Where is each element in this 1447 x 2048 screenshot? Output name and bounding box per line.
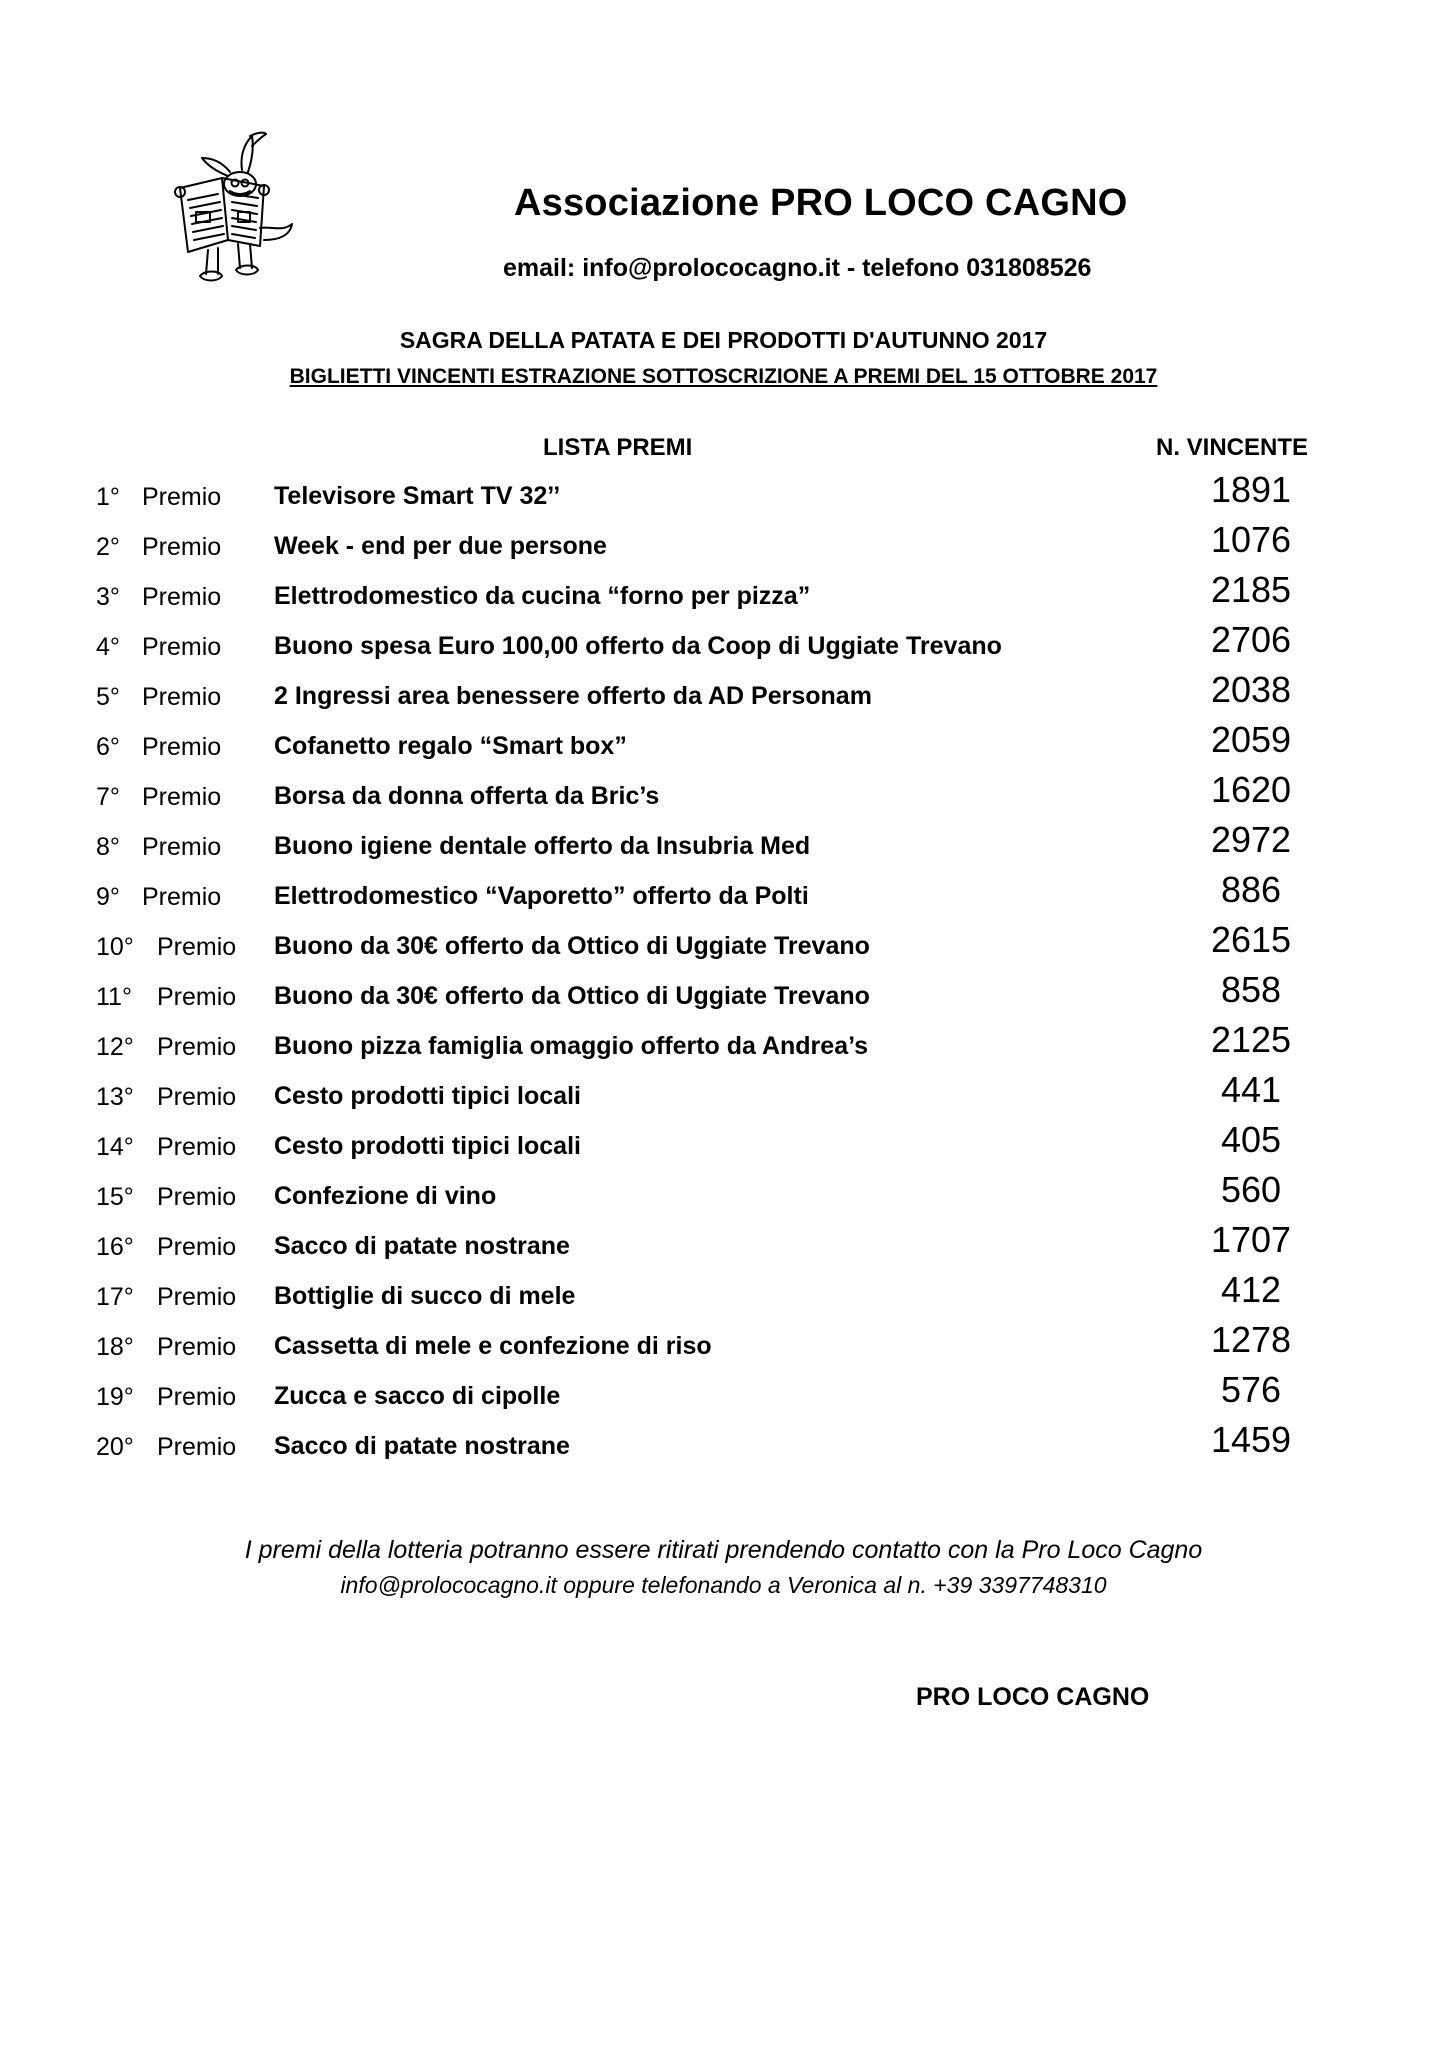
prize-word: Premio	[142, 833, 222, 861]
winning-number: 2125	[1210, 1019, 1292, 1060]
prize-word: Premio	[142, 583, 222, 611]
prize-word: Premio	[157, 1183, 237, 1211]
footer-note: I premi della lotteria potranno essere ritirati prendendo contatto con la Pro Loco Cagno	[244, 1536, 1203, 1564]
winning-number: 2972	[1210, 819, 1292, 860]
prize-rank: 3°	[96, 583, 120, 611]
prize-description: Cofanetto regalo “Smart box”	[274, 732, 627, 760]
winning-number: 2706	[1210, 619, 1292, 660]
prize-description: Zucca e sacco di cipolle	[274, 1382, 561, 1410]
prize-row	[0, 1369, 1447, 1419]
prize-description: Borsa da donna offerta da Bric’s	[274, 782, 660, 810]
prize-row	[0, 769, 1447, 819]
prize-description: Confezione di vino	[274, 1182, 497, 1210]
prize-rank: 16°	[96, 1233, 134, 1261]
prize-word: Premio	[157, 933, 237, 961]
winning-number: 405	[1220, 1119, 1282, 1160]
winning-number: 1459	[1210, 1419, 1292, 1460]
prize-rank: 10°	[96, 933, 134, 961]
prize-rank: 6°	[96, 733, 120, 761]
prize-word: Premio	[157, 1083, 237, 1111]
prize-rank: 13°	[96, 1083, 134, 1111]
winning-number: 1707	[1210, 1219, 1292, 1260]
prize-word: Premio	[157, 1233, 237, 1261]
prize-row	[0, 869, 1447, 919]
event-title: SAGRA DELLA PATATA E DEI PRODOTTI D'AUTUNNO 2017	[399, 327, 1048, 353]
prize-description: Buono pizza famiglia omaggio offerto da Andrea’s	[274, 1032, 869, 1060]
winning-number-header: N. VINCENTE	[1156, 434, 1309, 461]
prize-description: Cassetta di mele e confezione di riso	[274, 1332, 712, 1360]
prize-description: Elettrodomestico “Vaporetto” offerto da Polti	[274, 882, 809, 910]
prize-description: Buono spesa Euro 100,00 offerto da Coop di Uggiate Trevano	[274, 632, 1002, 660]
prize-word: Premio	[142, 883, 222, 911]
footer-contact: info@prolococagno.it oppure telefonando a Veronica al n. +39 3397748310	[340, 1572, 1107, 1598]
prize-word: Premio	[142, 683, 222, 711]
prize-row	[0, 1169, 1447, 1219]
prize-row	[0, 1069, 1447, 1119]
winning-number: 1620	[1210, 769, 1292, 810]
prize-description: Sacco di patate nostrane	[274, 1432, 570, 1460]
winning-number: 2038	[1210, 669, 1292, 710]
prize-rank: 4°	[96, 633, 120, 661]
prize-word: Premio	[157, 1433, 237, 1461]
prize-word: Premio	[157, 983, 237, 1011]
winning-number: 858	[1220, 969, 1282, 1010]
prize-description: Buono da 30€ offerto da Ottico di Uggiate Trevano	[274, 982, 870, 1010]
winning-number: 1891	[1210, 469, 1292, 510]
prize-row	[0, 719, 1447, 769]
contact-line: email: info@prolococagno.it - telefono 031808526	[503, 254, 1092, 282]
winning-number: 560	[1220, 1169, 1282, 1210]
prize-rank: 19°	[96, 1383, 134, 1411]
prize-row	[0, 1219, 1447, 1269]
prize-description: Cesto prodotti tipici locali	[274, 1082, 581, 1110]
winning-number: 576	[1220, 1369, 1282, 1410]
prize-rank: 2°	[96, 533, 120, 561]
prize-word: Premio	[142, 483, 222, 511]
prize-description: Televisore Smart TV 32’’	[274, 482, 561, 510]
prize-row	[0, 969, 1447, 1019]
prize-list-header: LISTA PREMI	[543, 434, 693, 461]
prize-word: Premio	[157, 1033, 237, 1061]
prize-row	[0, 1269, 1447, 1319]
event-subtitle: BIGLIETTI VINCENTI ESTRAZIONE SOTTOSCRIZIONE A PREMI DEL 15 OTTOBRE 2017	[289, 365, 1158, 388]
prize-word: Premio	[142, 733, 222, 761]
prize-row	[0, 619, 1447, 669]
prize-rank: 9°	[96, 883, 120, 911]
prize-word: Premio	[157, 1283, 237, 1311]
winning-number: 1076	[1210, 519, 1292, 560]
prize-row	[0, 1419, 1447, 1469]
prize-word: Premio	[142, 783, 222, 811]
prize-row	[0, 1019, 1447, 1069]
winning-number: 1278	[1210, 1319, 1292, 1360]
rabbit-reading-newspaper-icon	[160, 128, 305, 296]
winning-number: 2185	[1210, 569, 1292, 610]
prize-rank: 18°	[96, 1333, 134, 1361]
prize-word: Premio	[142, 533, 222, 561]
prize-row	[0, 569, 1447, 619]
prize-row	[0, 669, 1447, 719]
prize-row	[0, 1319, 1447, 1369]
prize-description: Elettrodomestico da cucina “forno per pizza”	[274, 582, 811, 610]
prize-list	[0, 469, 1447, 1469]
prize-rank: 1°	[96, 483, 120, 511]
prize-row	[0, 519, 1447, 569]
prize-rank: 17°	[96, 1283, 134, 1311]
prize-rank: 14°	[96, 1133, 134, 1161]
prize-rank: 5°	[96, 683, 120, 711]
prize-description: Cesto prodotti tipici locali	[274, 1132, 581, 1160]
prize-word: Premio	[157, 1333, 237, 1361]
prize-description: Bottiglie di succo di mele	[274, 1282, 576, 1310]
prize-rank: 20°	[96, 1433, 134, 1461]
organization-title: Associazione PRO LOCO CAGNO	[514, 182, 1128, 224]
prize-row	[0, 1119, 1447, 1169]
winning-number: 2059	[1210, 719, 1292, 760]
prize-word: Premio	[157, 1383, 237, 1411]
prize-rank: 15°	[96, 1183, 134, 1211]
winning-number: 886	[1220, 869, 1282, 910]
prize-word: Premio	[142, 633, 222, 661]
prize-row	[0, 469, 1447, 519]
prize-row	[0, 919, 1447, 969]
winning-number: 412	[1220, 1269, 1282, 1310]
prize-word: Premio	[157, 1133, 237, 1161]
prize-description: Sacco di patate nostrane	[274, 1232, 570, 1260]
prize-row	[0, 819, 1447, 869]
prize-description: Buono igiene dentale offerto da Insubria Med	[274, 832, 811, 860]
signature: PRO LOCO CAGNO	[916, 1683, 1150, 1711]
prize-rank: 8°	[96, 833, 120, 861]
prize-rank: 7°	[96, 783, 120, 811]
winning-number: 2615	[1210, 919, 1292, 960]
prize-rank: 12°	[96, 1033, 134, 1061]
prize-description: Week - end per due persone	[274, 532, 607, 560]
prize-description: Buono da 30€ offerto da Ottico di Uggiate Trevano	[274, 932, 870, 960]
winning-number: 441	[1220, 1069, 1282, 1110]
prize-description: 2 Ingressi area benessere offerto da AD Personam	[274, 682, 872, 710]
prize-rank: 11°	[96, 983, 132, 1011]
